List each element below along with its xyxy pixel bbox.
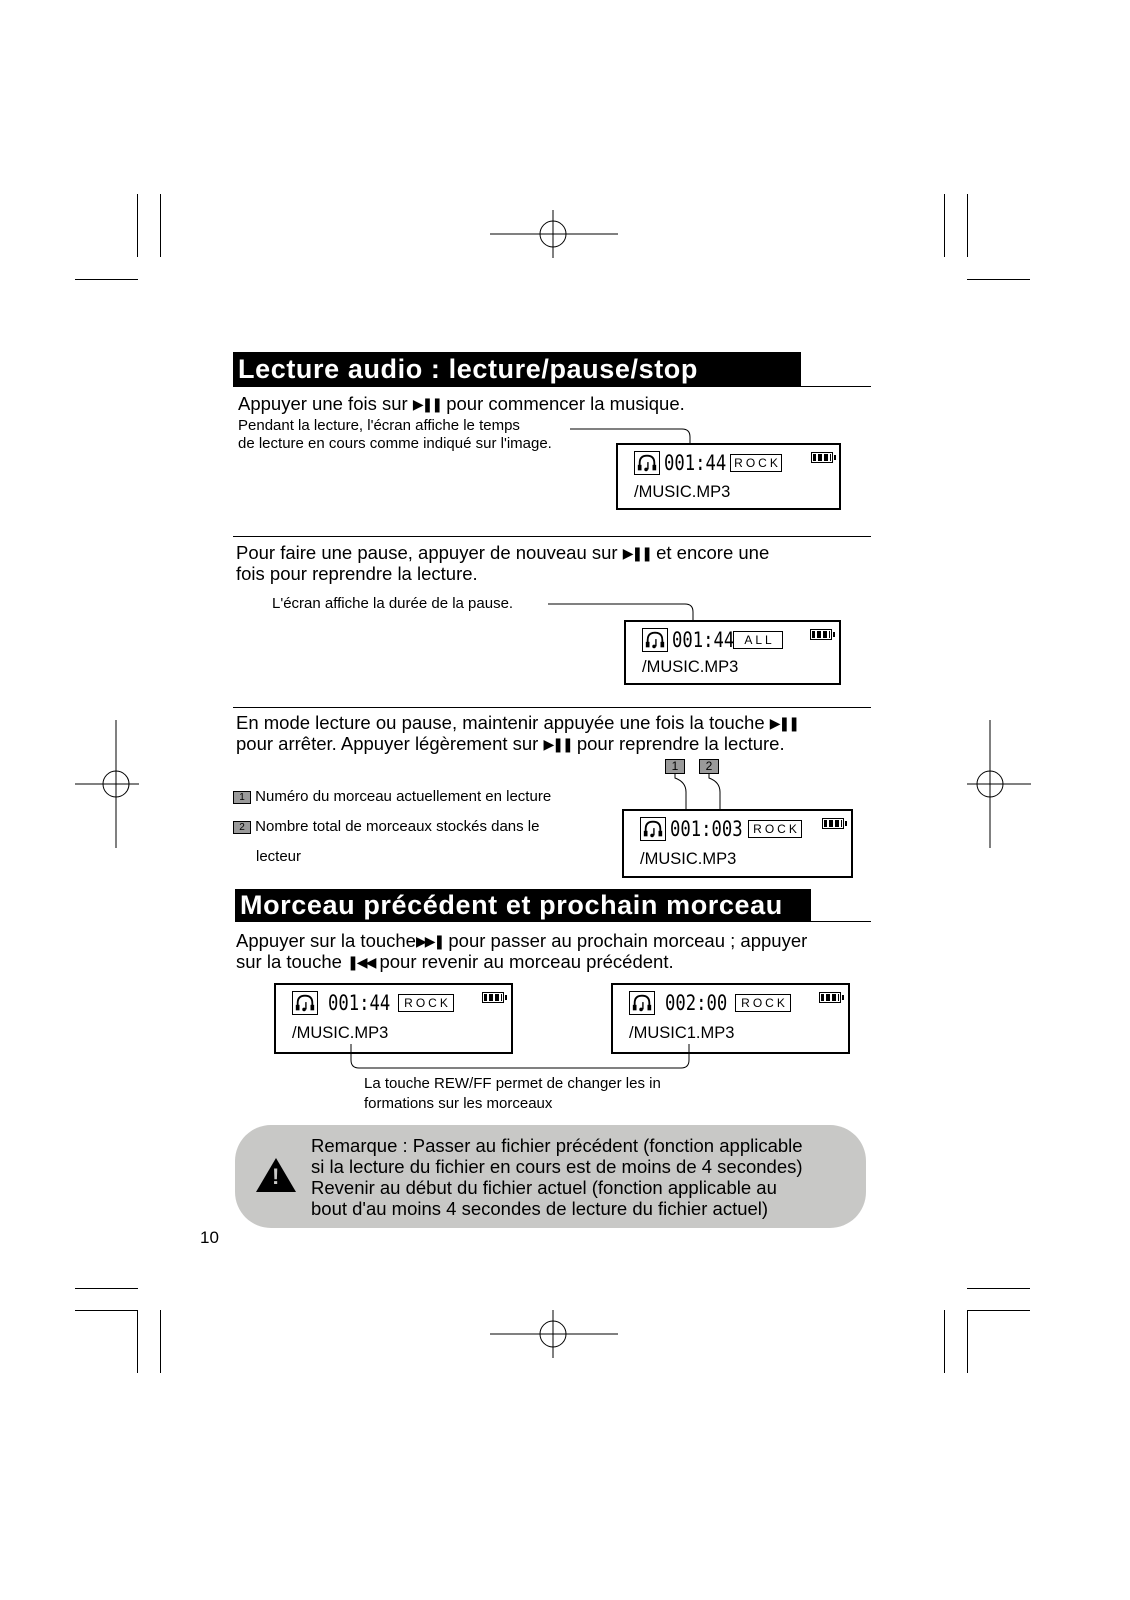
elapsed-time: 002:00 [665, 991, 728, 1015]
registration-target-right [967, 720, 1031, 848]
headphone-music-icon [292, 991, 318, 1015]
section-title-playback: Lecture audio : lecture/pause/stop [233, 352, 801, 386]
nav-caption-line1: La touche REW/FF permet de changer les in [364, 1075, 661, 1092]
registration-target-bottom [490, 1310, 618, 1358]
section-rule [233, 707, 871, 708]
warning-icon: ! [256, 1158, 296, 1192]
section-rule [233, 536, 871, 537]
note-line2: si la lecture du fichier en cours est de moins de 4 secondes) [311, 1156, 803, 1177]
nav-caption-line2: formations sur les morceaux [364, 1095, 553, 1112]
play-pause-icon: ▶❚❚ [412, 396, 442, 412]
battery-icon [819, 992, 841, 1003]
legend-item-total-tracks-line2: lecteur [256, 848, 302, 865]
player-screen-track-count [622, 809, 853, 878]
nav-instruction-line2: sur la touche ❚◀◀ pour revenir au morceau précédent. [236, 951, 674, 972]
stop-instruction-line2: pour arrêter. Appuyer légèrement sur ▶❚❚ pour reprendre la lecture. [236, 733, 785, 754]
bracket-line [345, 1044, 697, 1074]
playback-caption-line1: Pendant la lecture, l'écran affiche le temps [238, 417, 520, 434]
nav-instruction-line1: Appuyer sur la touche▶▶❚ pour passer au prochain morceau ; appuyer [236, 930, 808, 951]
note-box [235, 1125, 866, 1228]
legend-item-track-number: 1 Numéro du morceau actuellement en lecture [233, 788, 551, 806]
section-rule [233, 386, 871, 387]
legend-item-total-tracks: 2 Nombre total de morceaux stockés dans le [233, 818, 539, 836]
file-name: /MUSIC.MP3 [292, 1024, 389, 1042]
eq-mode: ROCK [748, 820, 802, 838]
battery-icon [822, 818, 844, 829]
player-screen-playing [616, 443, 841, 510]
note-line3: Revenir au début du fichier actuel (fonction applicable au [311, 1177, 777, 1198]
repeat-mode: ALL [733, 631, 783, 649]
headphone-music-icon [629, 991, 655, 1015]
section-rule [235, 921, 871, 922]
headphone-music-icon [640, 817, 666, 841]
pause-instruction-line2: fois pour reprendre la lecture. [236, 563, 478, 584]
eq-mode: ROCK [730, 454, 782, 472]
registration-target-left [75, 720, 139, 848]
player-screen-paused [624, 620, 841, 685]
callout-badge-1: 1 [665, 759, 685, 774]
track-counter: 001:003 [670, 817, 743, 841]
note-text [311, 1135, 803, 1219]
next-track-icon: ▶▶❚ [415, 933, 444, 949]
file-name: /MUSIC.MP3 [640, 850, 737, 868]
elapsed-time: 001:44 [664, 451, 727, 475]
legend-badge-2: 2 [233, 821, 251, 834]
play-pause-icon: ▶❚❚ [769, 715, 798, 731]
battery-icon [482, 992, 504, 1003]
callout-badge-2: 2 [699, 759, 719, 774]
legend-badge-1: 1 [233, 791, 251, 804]
file-name: /MUSIC.MP3 [642, 658, 739, 676]
elapsed-time: 001:44 [672, 628, 735, 652]
headphone-music-icon [634, 451, 660, 475]
play-pause-icon: ▶❚❚ [543, 736, 572, 752]
note-line1: Remarque : Passer au fichier précédent (fonction applicable [311, 1135, 803, 1156]
section-title-track-navigation: Morceau précédent et prochain morceau [235, 889, 811, 922]
page-number: 10 [200, 1228, 219, 1247]
battery-icon [810, 629, 832, 640]
elapsed-time: 001:44 [328, 991, 391, 1015]
pause-instruction-line1: Pour faire une pause, appuyer de nouveau sur ▶❚❚ et encore une [236, 542, 770, 563]
headphone-music-icon [642, 628, 668, 652]
pause-caption: L'écran affiche la durée de la pause. [272, 595, 514, 612]
stop-instruction-line1: En mode lecture ou pause, maintenir appuyée une fois la touche ▶❚❚ [236, 712, 798, 733]
playback-instruction: Appuyer une fois sur ▶❚❚ pour commencer la musique. [238, 393, 685, 414]
eq-mode: ROCK [398, 994, 454, 1012]
battery-icon [811, 452, 833, 463]
note-line4: bout d'au moins 4 secondes de lecture du fichier actuel) [311, 1198, 769, 1219]
play-pause-icon: ▶❚❚ [622, 545, 651, 561]
registration-target-top [490, 210, 618, 258]
previous-track-icon: ❚◀◀ [347, 954, 375, 970]
file-name: /MUSIC1.MP3 [629, 1024, 735, 1042]
playback-caption-line2: de lecture en cours comme indiqué sur l'image. [238, 435, 552, 452]
file-name: /MUSIC.MP3 [634, 483, 731, 501]
eq-mode: ROCK [735, 994, 791, 1012]
